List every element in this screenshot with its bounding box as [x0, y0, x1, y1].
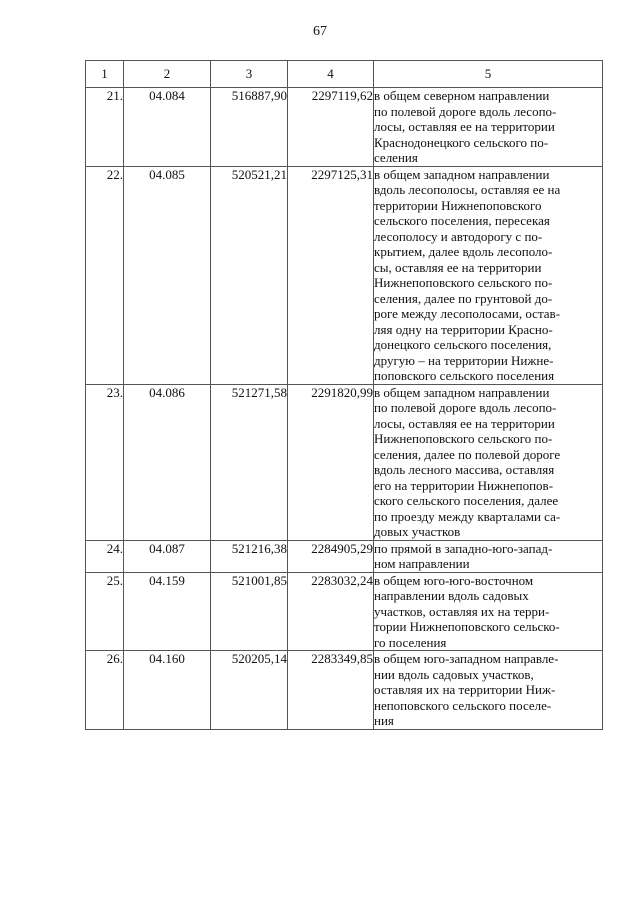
table-header-row	[86, 61, 603, 88]
row-number: 26.	[86, 651, 124, 730]
coordinate-x: 516887,90	[211, 88, 288, 167]
description-text: в общем северном направлении по полевой дороге вдоль лесопо- лосы, оставляя ее на территории Краснодонецкого сельского по- селения	[374, 88, 557, 165]
description-text: в общем юго-западном направле- нии вдоль садовых участков, оставляя их на территории Ниж- непоповского сельского поселе- ния	[374, 651, 559, 728]
boundary-description	[374, 540, 603, 572]
point-code: 04.086	[124, 384, 211, 540]
coordinate-y: 2284905,29	[288, 540, 374, 572]
header-col-5: 5	[374, 61, 603, 88]
row-number: 22.	[86, 166, 124, 384]
table-row	[86, 540, 603, 572]
table-row	[86, 384, 603, 540]
table-row	[86, 572, 603, 651]
row-number: 24.	[86, 540, 124, 572]
coordinate-x: 520521,21	[211, 166, 288, 384]
coordinate-x: 521271,58	[211, 384, 288, 540]
header-col-4: 4	[288, 61, 374, 88]
coordinate-y: 2297125,31	[288, 166, 374, 384]
boundary-description	[374, 166, 603, 384]
coordinate-y: 2283032,24	[288, 572, 374, 651]
description-text: в общем юго-юго-восточном направлении вдоль садовых участков, оставляя их на терри- тории Нижнепоповского сельско- го поселения	[374, 572, 560, 650]
description-text: по прямой в западно-юго-запад- ном направлении	[374, 540, 553, 571]
description-text: в общем западном направлении вдоль лесополосы, оставляя ее на территории Нижнепоповского сельского поселения, пересекая лесополосу и автодорогу с по- крытием, далее вдоль лесополо- сы, оставляя ее на территории Нижнепоповского сельского по- селения, далее по грунтовой до- роге между лесополосами, остав- ляя одну на территории Красно- донецкого сельского поселения, другую – на территории Нижне- поповского сельского поселения	[374, 166, 561, 383]
point-code: 04.160	[124, 651, 211, 730]
coordinate-y: 2291820,99	[288, 384, 374, 540]
point-code: 04.085	[124, 166, 211, 384]
header-col-1: 1	[86, 61, 124, 88]
coordinate-x: 520205,14	[211, 651, 288, 730]
boundary-description	[374, 572, 603, 651]
point-code: 04.159	[124, 572, 211, 651]
point-code: 04.087	[124, 540, 211, 572]
point-code: 04.084	[124, 88, 211, 167]
boundary-points-table	[85, 60, 603, 730]
table-row	[86, 651, 603, 730]
row-number: 21.	[86, 88, 124, 167]
header-col-3: 3	[211, 61, 288, 88]
table-row	[86, 166, 603, 384]
coordinate-x: 521216,38	[211, 540, 288, 572]
boundary-description	[374, 88, 603, 167]
boundary-description	[374, 384, 603, 540]
header-col-2: 2	[124, 61, 211, 88]
row-number: 25.	[86, 572, 124, 651]
coordinate-y: 2297119,62	[288, 88, 374, 167]
coordinate-x: 521001,85	[211, 572, 288, 651]
table-row	[86, 88, 603, 167]
coordinate-y: 2283349,85	[288, 651, 374, 730]
page-number: 67	[313, 24, 327, 39]
row-number: 23.	[86, 384, 124, 540]
description-text: в общем западном направлении по полевой дороге вдоль лесопо- лосы, оставляя ее на территории Нижнепоповского сельского по- селения, далее по полевой дороге вдоль лесного массива, оставляя его на территории Нижнепопов- ского сельского поселения, далее по проезду между кварталами са- довых участков	[374, 384, 561, 539]
boundary-description	[374, 651, 603, 730]
